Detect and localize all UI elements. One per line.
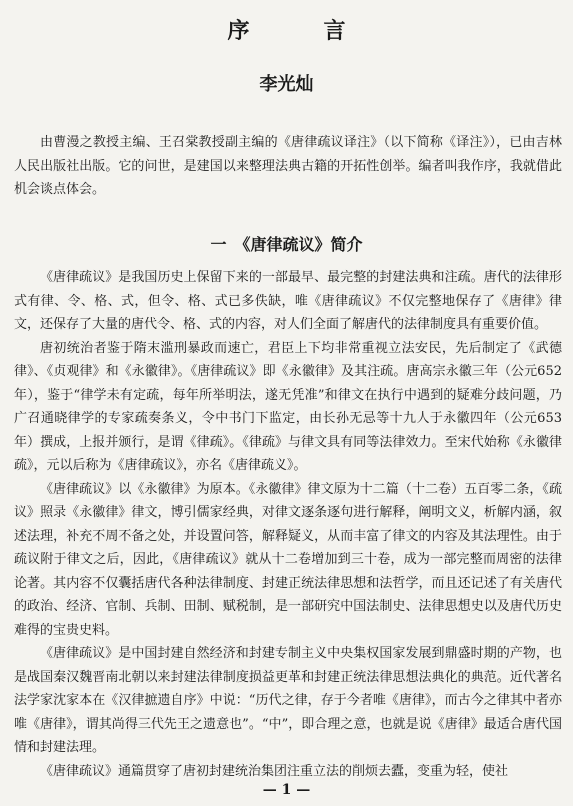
page-number: — 1 — [262,782,311,798]
paragraph: 《唐律疏议》通篇贯穿了唐初封建统治集团注重立法的削烦去蠹，变重为轻，使社 [40,763,509,779]
intro-paragraph: 由曹漫之教授主编、王召棠教授副主编的《唐律疏议译注》（以下简称《译注》），已由吉林人民出版社出版。它的问世，是建国以来整理法典古籍的开拓性创举。编者叫我作序，我就借此机会谈点体会。 [14,135,562,197]
paragraph: 《唐律疏议》是中国封建自然经济和封建专制主义中央集权国家发展到鼎盛时期的产物，也是战国秦汉魏晋南北朝以来封建法律制度损益更革和封建正统法律思想法典化的典范。近代著名法学家沈家本在《汉律摭遗自序》中说：“历代之律，存于今者唯《唐律》，而古今之律其中者亦唯《唐律》，谓其尚得三代先王之遗意也”。“中”，即合理之意，也就是说《唐律》最适合唐代国情和封建法理。 [14,646,562,755]
paragraph: 《唐律疏议》以《永徽律》为原本。《永徽律》律文原为十二篇（十二卷）五百零二条，《疏议》照录《永徽律》律文，博引儒家经典，对律文逐条逐句进行解释，阐明文义，析解内涵，叙述法理，补充不周不备之处，并设置问答，解释疑义，从而丰富了律文的内容及其法理性。由于疏议附于律文之后，因此，《唐律疏议》就从十二卷增加到三十卷，成为一部完整而周密的法律论著。其内容不仅囊括唐代各种法律制度、封建正统法律思想和法哲学，而且还记述了有关唐代的政治、经济、官制、兵制、田制、赋税制，是一部研究中国法制史、法律思想史以及唐代历史难得的宝贵史料。 [14,481,562,638]
main-text [14,266,562,783]
intro-section [14,131,562,202]
author-name: 李光灿 [259,74,314,95]
section-heading: 一 《唐律疏议》简介 [210,235,363,254]
paragraph: 《唐律疏议》是我国历史上保留下来的一部最早、最完整的封建法典和注疏。唐代的法律形式有律、令、格、式，但令、格、式已多佚缺，唯《唐律疏议》不仅完整地保存了《唐律》律文，还保存了大量的唐代令、格、式的内容，对人们全面了解唐代的法律制度具有重要价值。 [14,270,562,332]
page-title: 序 言 [227,18,372,44]
paragraph: 唐初统治者鉴于隋末滥刑暴政而速亡，君臣上下均非常重视立法安民，先后制定了《武德律》、《贞观律》和《永徽律》。《唐律疏议》即《永徽律》及其注疏。唐高宗永徽三年（公元652年），鉴于“律学未有定疏，每年所举明法，遂无凭准”和律文在执行中遇到的疑难分歧问题，乃广召通晓律学的专家疏奏条义，令中书门下监定，由长孙无忌等十九人于永徽四年（公元653年）撰成，上报并颁行，是谓《律疏》。《律疏》与律文具有同等法律效力。至宋代始称《永徽律疏》，元以后称为《唐律疏议》，亦名《唐律疏义》。 [14,340,562,473]
